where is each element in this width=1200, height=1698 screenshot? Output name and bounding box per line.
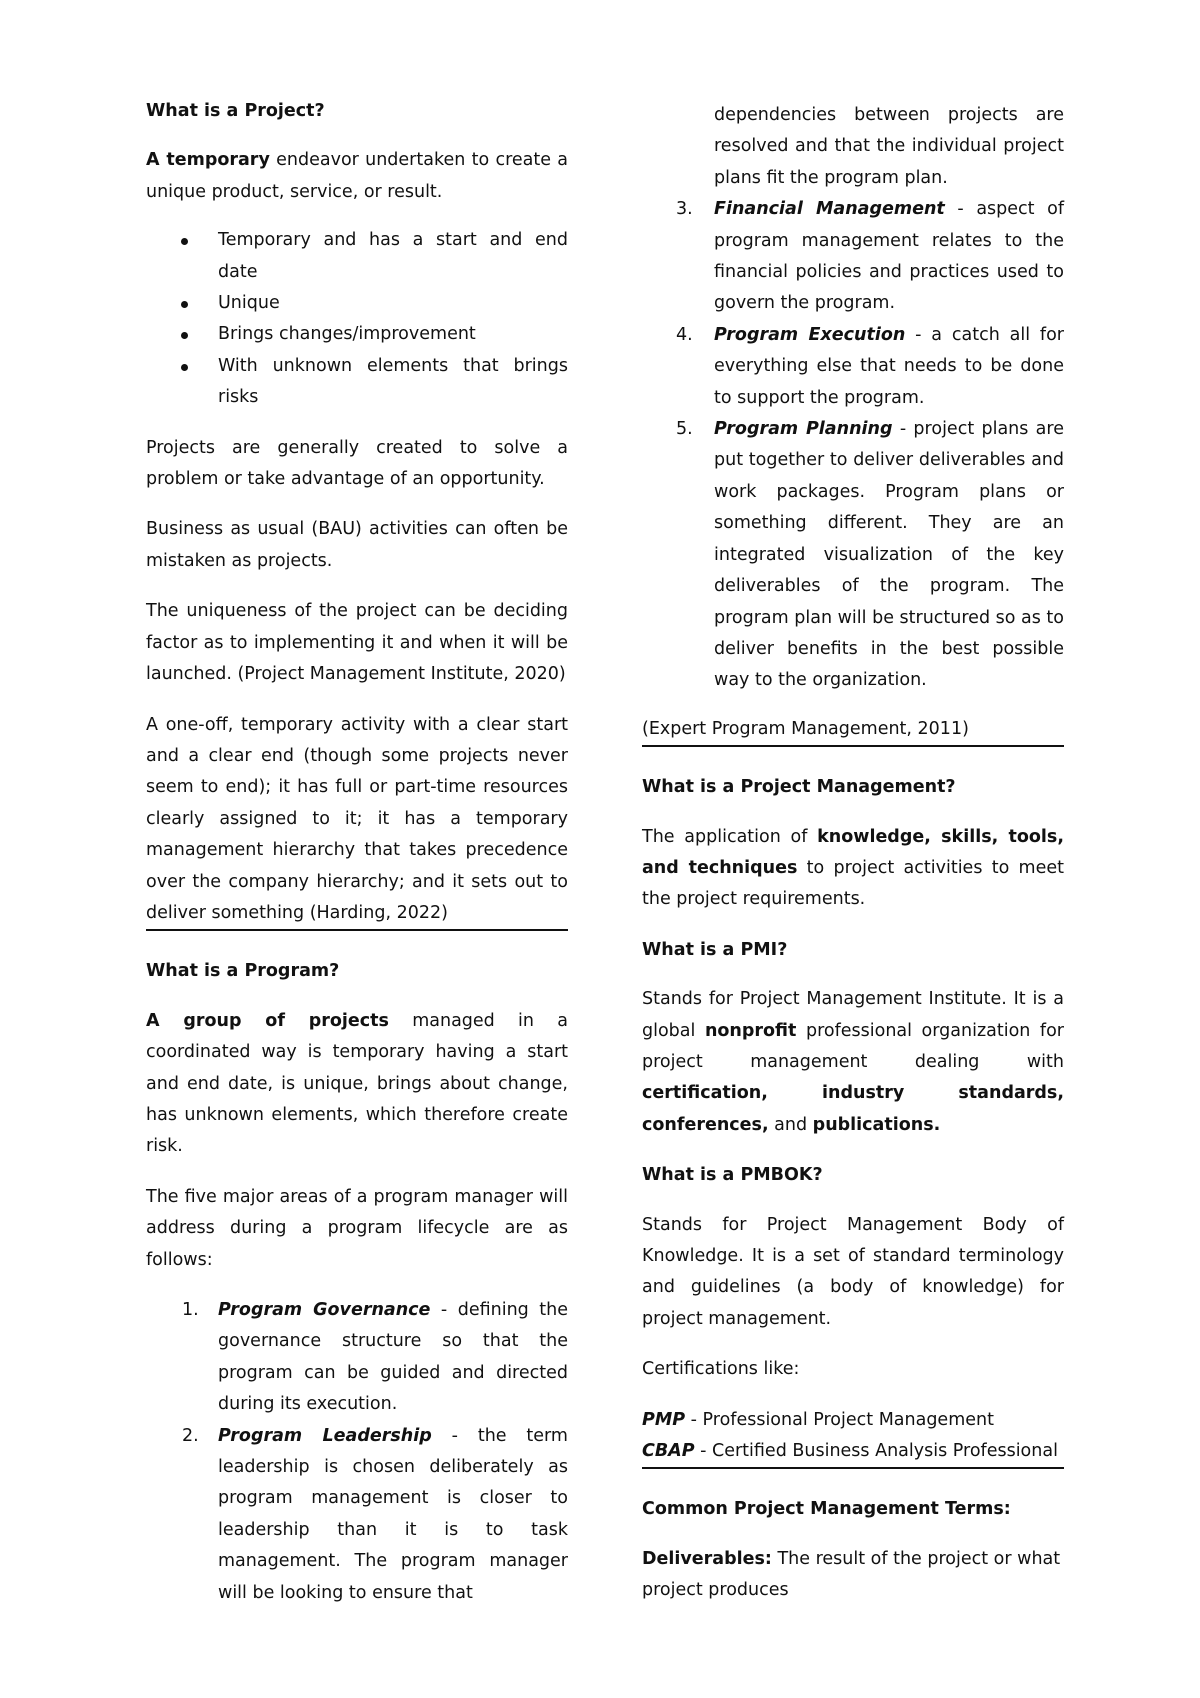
- list-item: 1. Program Governance - defining the governance structure so that the program can be guided and directed during its execution.: [182, 1300, 568, 1415]
- list-item: Temporary and has a start and end date: [146, 225, 568, 288]
- pmi-definition: Stands for Project Management Institute. It is a global nonprofit professional organization for project management dealing with certification, industry standards, conferences, and publications.: [642, 989, 1064, 1135]
- pm-definition: The application of knowledge, skills, tools, and techniques to project activities to meet the project requirements.: [642, 826, 1064, 910]
- areas-intro: The five major areas of a program manager will address during a program lifecycle are as follows:: [146, 1186, 568, 1270]
- program-definition: A group of projects managed in a coordinated way is temporary having a start and end date, is unique, brings about change, has unknown elements, which therefore create risk.: [146, 1010, 569, 1157]
- terms-heading: Common Project Management Terms:: [642, 1499, 1011, 1520]
- list-item: 5. Program Planning - project plans are put together to deliver deliverables and work packages. Program plans or something different. They are an integrated visualization of the key deliverables of the program. The program plan will be structured so as to deliver benefits in the best possible way to the organization.: [676, 419, 1064, 691]
- pm-heading: What is a Project Management?: [642, 777, 956, 798]
- right-column: [642, 100, 1064, 1626]
- paragraph: Projects are generally created to solve a problem or take advantage of an opportunity.: [146, 437, 568, 490]
- list-item: 2. Program Leadership - the term leadership is chosen deliberately as program management is closer to leadership than it is to task management. The program manager will be looking to ensure that: [182, 1425, 568, 1603]
- list-item-continuation: dependencies between projects are resolved and that the individual project plans fit the program plan.: [714, 105, 1064, 188]
- program-heading: What is a Program?: [146, 961, 340, 982]
- certifications-label: Certifications like:: [642, 1359, 800, 1380]
- paragraph: Business as usual (BAU) activities can often be mistaken as projects.: [146, 519, 568, 571]
- project-heading: What is a Project?: [146, 101, 325, 121]
- deliverables-definition: Deliverables: The result of the project or what project produces: [642, 1548, 1061, 1601]
- program-areas-list: [146, 1295, 568, 1609]
- list-item: 3. Financial Management - aspect of program management relates to the financial policies and practices used to govern the program.: [676, 199, 1064, 314]
- pmbok-heading: What is a PMBOK?: [642, 1165, 823, 1186]
- left-column: [146, 96, 568, 1628]
- harding-paragraph: A one-off, temporary activity with a clear start and a clear end (though some projects never seem to end); it has full or part-time resources clearly assigned to it; it has a temporary management hierarchy that takes precedence over the company hierarchy; and it sets out to deliver something (Harding, 2022): [146, 710, 568, 932]
- project-bullet-list: [146, 225, 568, 413]
- list-item: Brings changes/improvement: [146, 319, 568, 350]
- list-item: With unknown elements that brings risks: [146, 351, 568, 414]
- project-definition: A temporary endeavor undertaken to create a unique product, service, or result.: [146, 150, 569, 202]
- list-item: 4. Program Execution - a catch all for everything else that needs to be done to support the program.: [676, 324, 1064, 408]
- pmbok-definition: Stands for Project Management Body of Knowledge. It is a set of standard terminology and guidelines (a body of knowledge) for project management.: [642, 1214, 1064, 1329]
- pmi-heading: What is a PMI?: [642, 939, 788, 960]
- list-item: Unique: [146, 288, 568, 319]
- cert-item: PMP - Professional Project Management: [642, 1409, 994, 1430]
- citation: (Expert Program Management, 2011): [642, 714, 1064, 747]
- cert-item: CBAP - Certified Business Analysis Professional: [642, 1436, 1064, 1469]
- program-areas-list-continued: [642, 194, 1064, 697]
- paragraph: The uniqueness of the project can be deciding factor as to implementing it and when it will be launched. (Project Management Institute, 2020): [146, 601, 568, 685]
